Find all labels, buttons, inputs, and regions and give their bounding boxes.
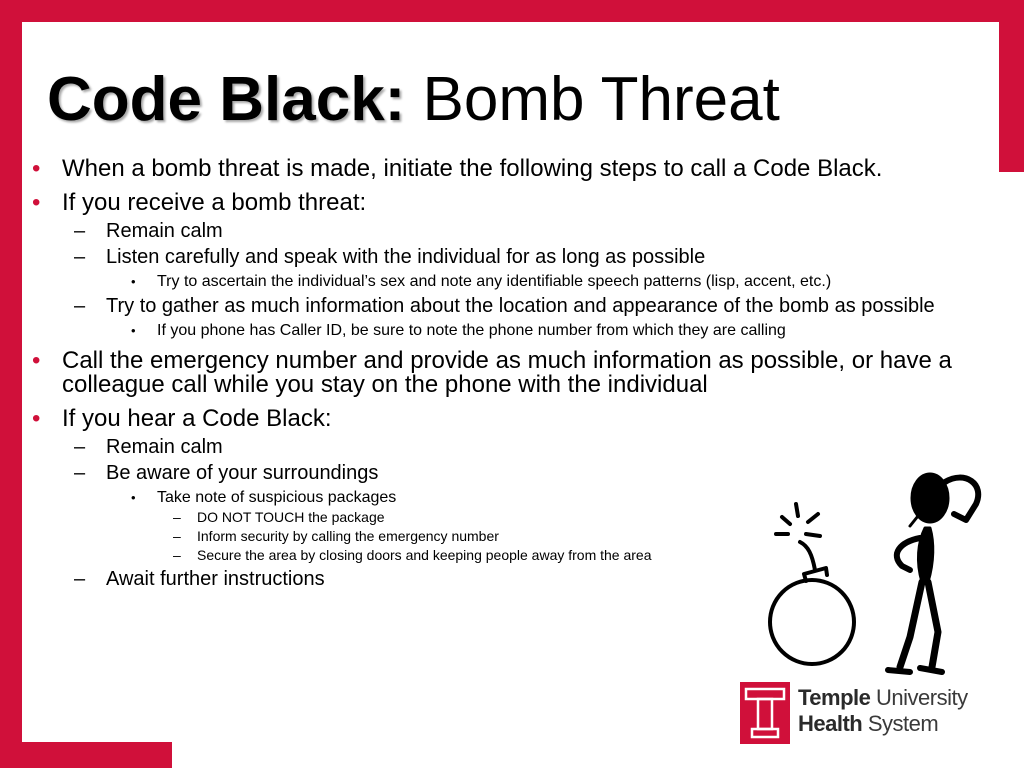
bullet-text: Remain calm: [106, 436, 223, 458]
bullet-item-level-3: [30, 273, 1005, 290]
slide-title: [47, 64, 780, 136]
bullet-item-level-2: [30, 437, 1005, 457]
logo-line-2: [798, 712, 938, 736]
logo-line-1: [798, 686, 968, 710]
bullet-item-level-2: [30, 296, 1005, 316]
bullet-text: DO NOT TOUCH the package: [197, 509, 385, 525]
bullet-text: Listen carefully and speak with the individual for as long as possible: [106, 246, 706, 268]
bullet-item-level-2: [30, 247, 1005, 267]
bullet-text: If you phone has Caller ID, be sure to note the phone number from which they are calling: [157, 322, 786, 339]
bullet-marker: •: [32, 347, 41, 374]
bullet-marker: –: [74, 295, 86, 317]
bullet-marker: •: [32, 155, 41, 182]
temple-university-health-system-logo: [740, 682, 968, 746]
bullet-item-level-1: [30, 349, 1005, 397]
bullet-item-level-2: [30, 221, 1005, 241]
bullet-marker: –: [173, 547, 181, 563]
bullet-marker: •: [131, 274, 136, 289]
bullet-marker: –: [74, 436, 86, 458]
bullet-item-level-3: [30, 322, 1005, 339]
bullet-marker: •: [131, 323, 136, 338]
bullet-item-level-1: [30, 157, 1005, 181]
title-strong: Code Black:: [47, 65, 406, 134]
bullet-item-level-1: [30, 407, 1005, 431]
title-rest: Bomb Threat: [405, 65, 780, 134]
temple-t-logo-icon: [740, 682, 790, 744]
bullet-item-level-1: [30, 191, 1005, 215]
bullet-text: Await further instructions: [106, 568, 325, 590]
bullet-text: Call the emergency number and provide as much information as possible, or have a colleague call while you stay on the phone with the individual: [62, 347, 952, 398]
bullet-marker: •: [32, 189, 41, 216]
bullet-text: Take note of suspicious packages: [157, 489, 397, 506]
bullet-text: If you hear a Code Black:: [62, 405, 332, 432]
logo-line-2-bold: Health: [798, 711, 863, 736]
logo-line-1-rest: University: [870, 685, 968, 710]
bullet-marker: –: [74, 462, 86, 484]
bomb-and-confused-person-icon: [760, 462, 990, 684]
bullet-marker: –: [74, 246, 86, 268]
bullet-text: Be aware of your surroundings: [106, 462, 379, 484]
bullet-text: When a bomb threat is made, initiate the following steps to call a Code Black.: [62, 155, 883, 182]
bullet-text: Remain calm: [106, 220, 223, 242]
bullet-text: Inform security by calling the emergency number: [197, 528, 499, 544]
bullet-text: Try to gather as much information about the location and appearance of the bomb as possible: [106, 295, 935, 317]
bullet-text: If you receive a bomb threat:: [62, 189, 367, 216]
logo-line-1-bold: Temple: [798, 685, 871, 710]
logo-line-2-rest: System: [862, 711, 939, 736]
bullet-marker: –: [173, 528, 181, 544]
bullet-marker: •: [32, 405, 41, 432]
bullet-marker: –: [74, 220, 86, 242]
bullet-text: Secure the area by closing doors and keeping people away from the area: [197, 547, 652, 563]
bullet-marker: –: [74, 568, 86, 590]
bullet-text: Try to ascertain the individual’s sex and note any identifiable speech patterns (lisp, accent, etc.): [157, 273, 832, 290]
bullet-marker: –: [173, 509, 181, 525]
bullet-marker: •: [131, 490, 136, 505]
